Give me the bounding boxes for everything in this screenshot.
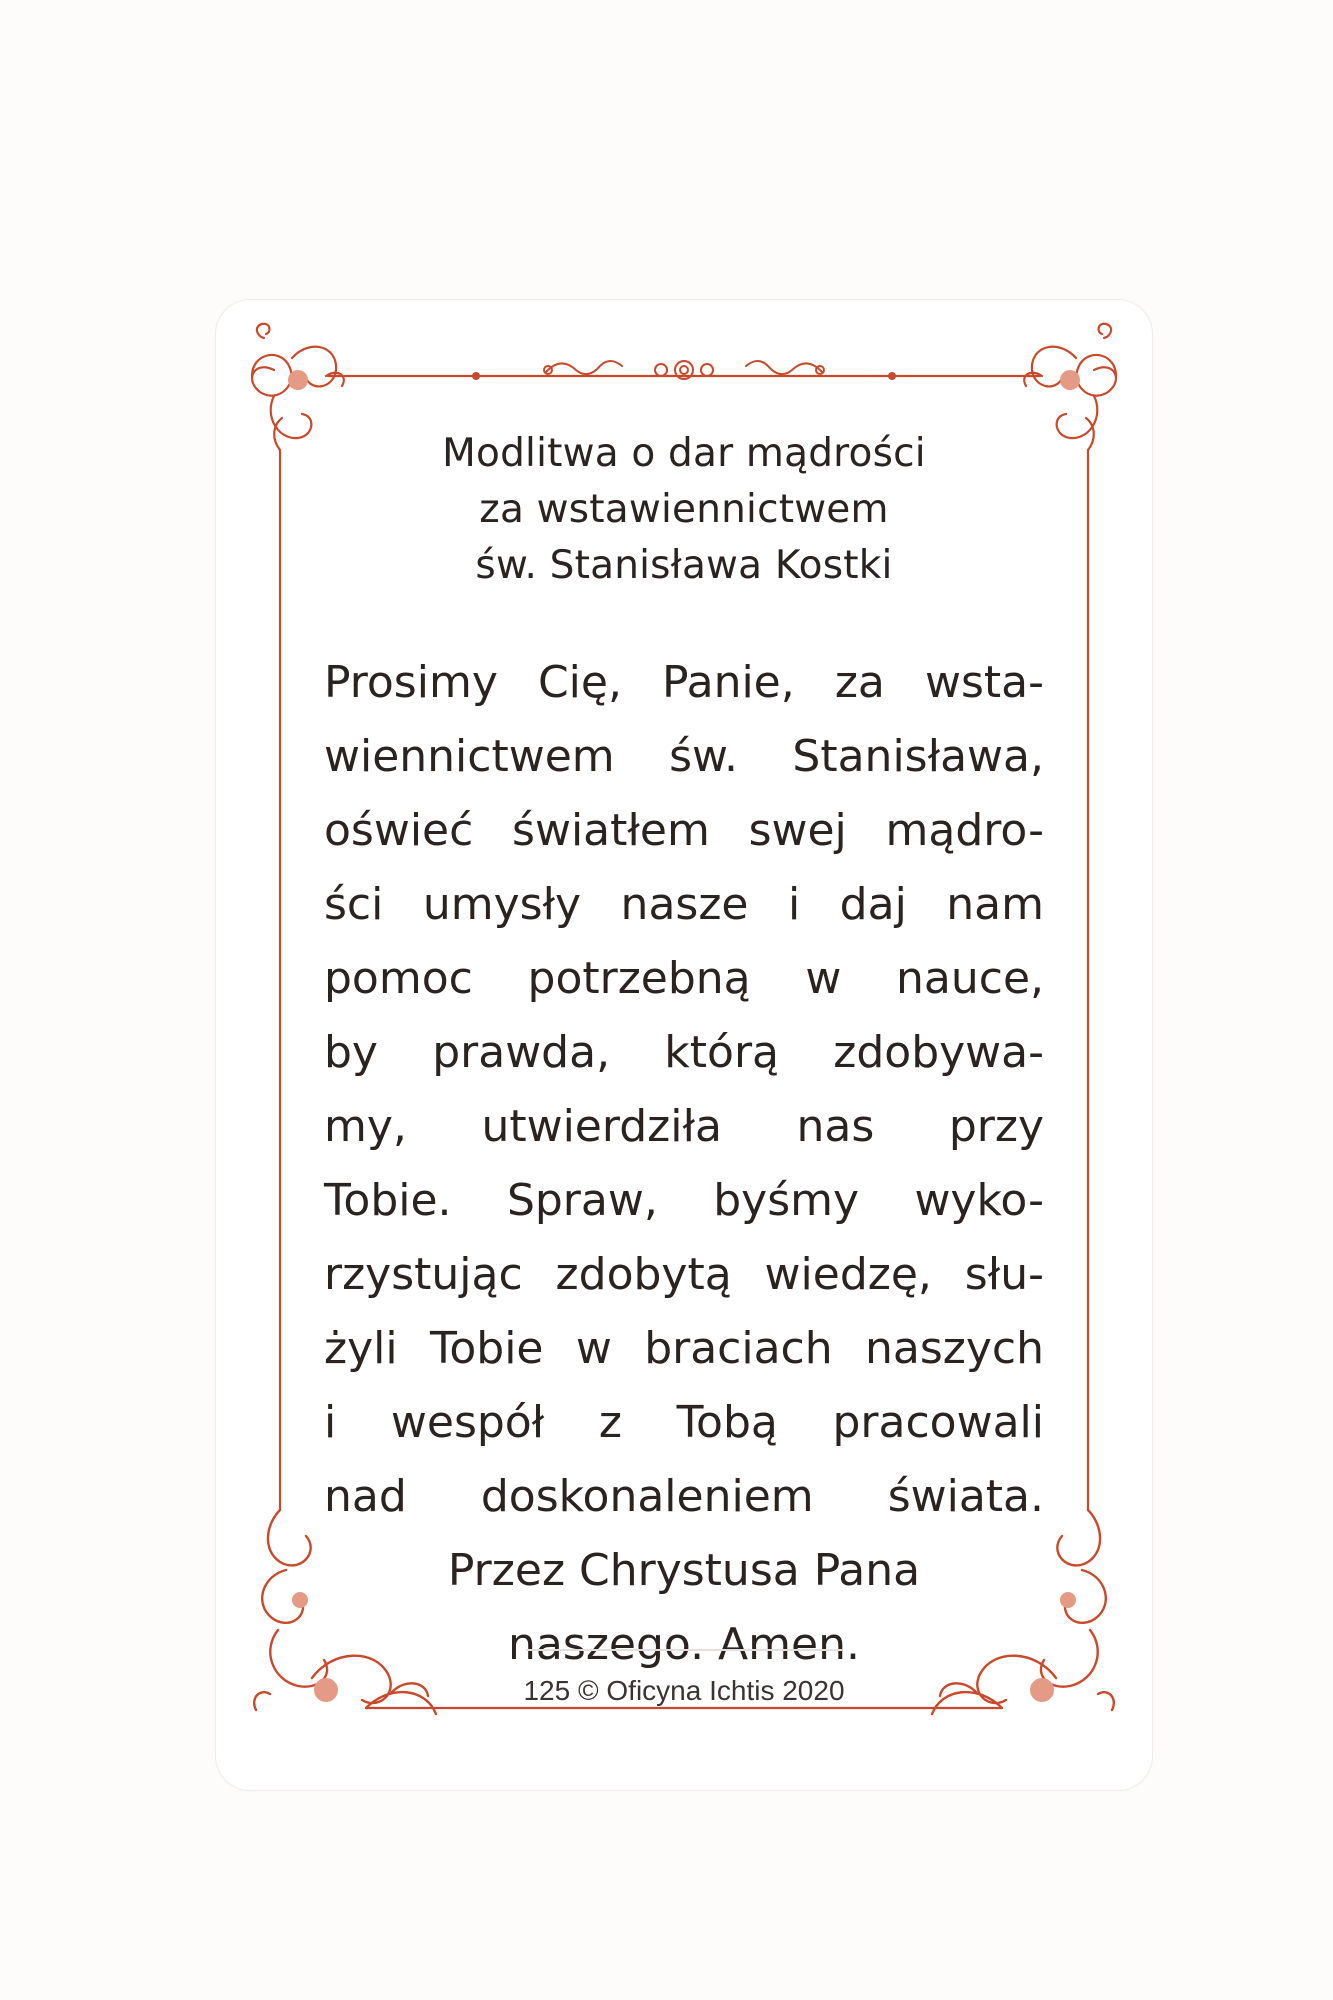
closing-line: naszego. Amen. — [508, 1619, 860, 1670]
prayer-line: rzystując zdobytą wiedzę, słu- — [324, 1249, 1044, 1300]
prayer-line: Tobie. Spraw, byśmy wyko- — [324, 1175, 1044, 1226]
prayer-line: oświeć światłem swej mądro- — [324, 805, 1044, 856]
title-line-3: św. Stanisława Kostki — [475, 543, 893, 588]
prayer-line: ści umysły nasze i daj nam — [324, 879, 1044, 930]
title-line-2: za wstawiennictwem — [479, 487, 889, 532]
prayer-line: nad doskonaleniem świata. — [324, 1471, 1044, 1522]
prayer-line: żyli Tobie w braciach naszych — [324, 1323, 1044, 1374]
prayer-line: by prawda, którą zdobywa- — [324, 1027, 1044, 1078]
footer-divider — [526, 1649, 842, 1651]
prayer-line: wiennictwem św. Stanisława, — [324, 731, 1044, 782]
prayer-line: Prosimy Cię, Panie, za wsta- — [324, 657, 1044, 708]
closing-line: Przez Chrystusa Pana — [447, 1545, 921, 1596]
prayer-card — [216, 300, 1152, 1790]
prayer-line: i wespół z Tobą pracowali — [324, 1397, 1044, 1448]
top-center-ornament — [473, 361, 895, 379]
prayer-line: pomoc potrzebną w nauce, — [324, 953, 1044, 1004]
title-line-1: Modlitwa o dar mądrości — [442, 431, 926, 476]
prayer-text — [324, 646, 1044, 1682]
prayer-line: my, utwierdziła nas przy — [324, 1101, 1044, 1152]
publisher-footer: 125 © Oficyna Ichtis 2020 — [523, 1675, 845, 1706]
prayer-title — [296, 426, 1072, 594]
